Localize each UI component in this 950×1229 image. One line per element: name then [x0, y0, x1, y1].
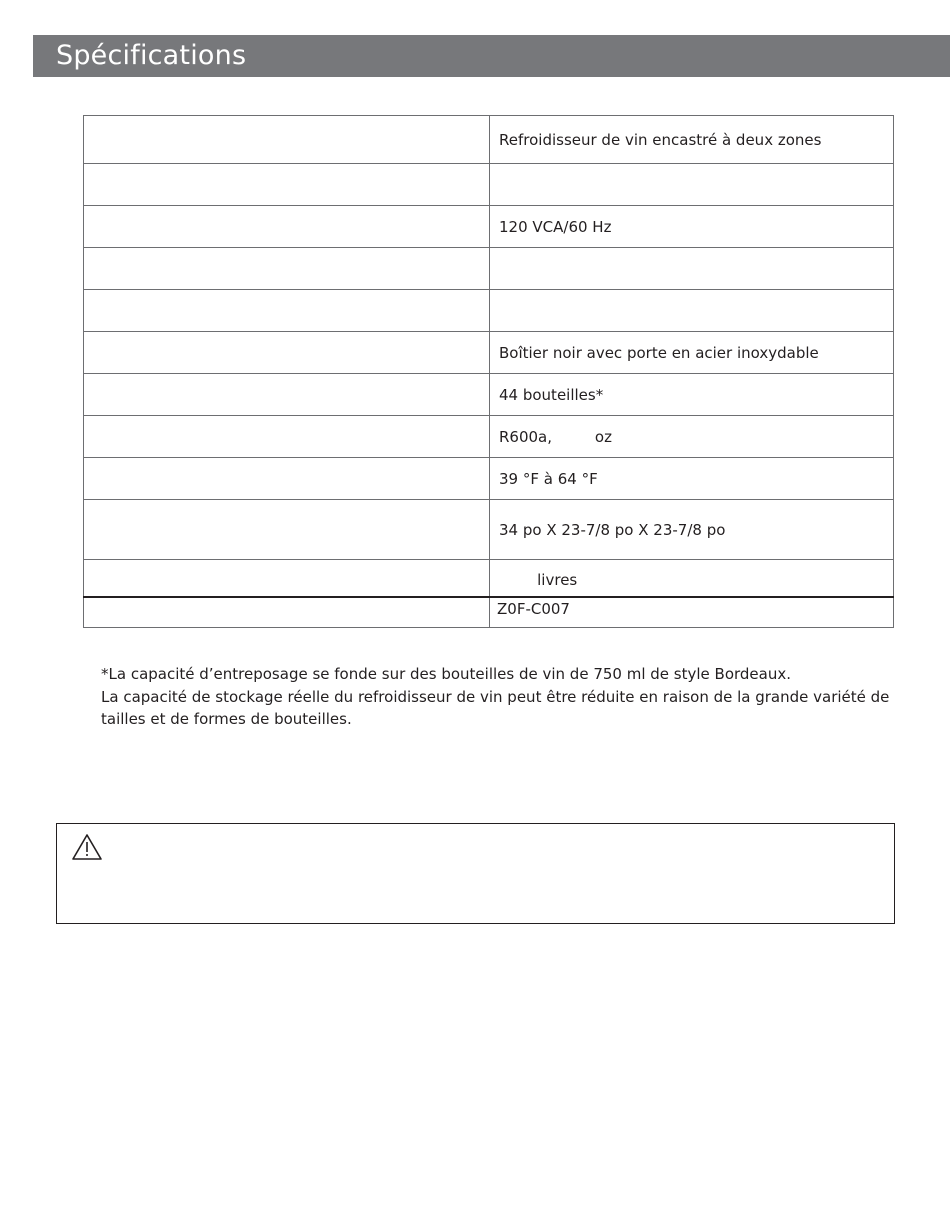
- spec-label: [84, 164, 490, 206]
- spec-value: 120 VCA/60 Hz: [490, 206, 894, 248]
- footnote-line: La capacité de stockage réelle du refroidisseur de vin peut être réduite en raison de la grande variété de tailles et de formes de bouteilles.: [101, 687, 890, 728]
- table-row: [84, 290, 894, 332]
- spec-value: Boîtier noir avec porte en acier inoxydable: [490, 332, 894, 374]
- spec-label: [84, 500, 490, 560]
- table-row: [84, 164, 894, 206]
- spec-value: 39 °F à 64 °F: [490, 458, 894, 500]
- spec-value: [490, 164, 894, 206]
- warning-box: [56, 823, 895, 924]
- table-row: [84, 597, 894, 628]
- table-row: [84, 560, 894, 597]
- spec-label: [84, 458, 490, 500]
- spec-label: [84, 597, 490, 628]
- spec-label: [84, 206, 490, 248]
- table-row: [84, 332, 894, 374]
- spec-value: [490, 290, 894, 332]
- spec-label: [84, 560, 490, 597]
- specifications-table: [83, 115, 894, 628]
- spec-label: [84, 332, 490, 374]
- spec-value: livres: [490, 560, 894, 597]
- table-row: [84, 458, 894, 500]
- table-row: [84, 416, 894, 458]
- spec-label: [84, 416, 490, 458]
- spec-label: [84, 374, 490, 416]
- spec-label: [84, 116, 490, 164]
- footnote-line: *La capacité d’entreposage se fonde sur des bouteilles de vin de 750 ml de style Bordeaux.: [101, 665, 791, 683]
- section-header-bar: [33, 35, 950, 77]
- spec-value: R600a, oz: [490, 416, 894, 458]
- warning-triangle-icon: [71, 833, 103, 861]
- table-row: [84, 248, 894, 290]
- spec-label: [84, 290, 490, 332]
- spec-value: 34 po X 23-7/8 po X 23-7/8 po: [490, 500, 894, 560]
- table-row: [84, 116, 894, 164]
- spec-label: [84, 248, 490, 290]
- spec-value: Z0F-C007: [490, 597, 894, 628]
- page-title: Spécifications: [56, 40, 247, 71]
- capacity-footnote: [101, 663, 901, 731]
- spec-value: [490, 248, 894, 290]
- table-row: [84, 500, 894, 560]
- spec-value: 44 bouteilles*: [490, 374, 894, 416]
- spec-value: Refroidisseur de vin encastré à deux zones: [490, 116, 894, 164]
- table-row: [84, 374, 894, 416]
- table-row: [84, 206, 894, 248]
